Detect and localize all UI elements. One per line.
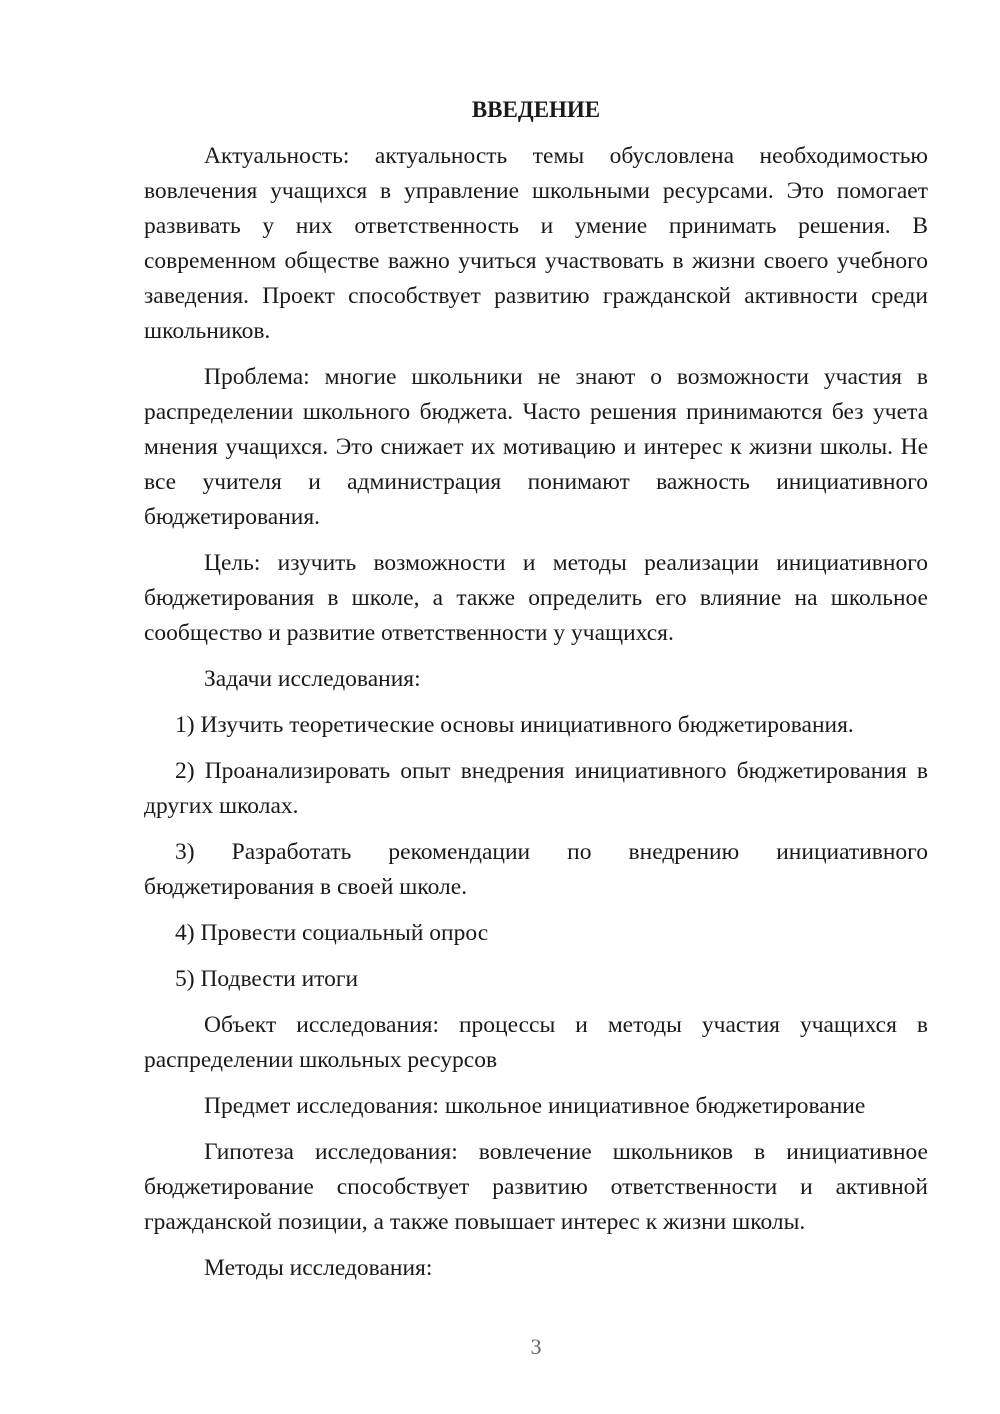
- paragraph-problem: Проблема: многие школьники не знают о возможности участия в распределении школьного бюджета. Часто решения принимаются без учета мнения учащихся. Это снижает их мотивацию и интерес к жизни школы. Не все учителя и администрация понимают важность инициативного бюджетирования.: [144, 364, 928, 530]
- task-item-3: 3) Разработать рекомендации по внедрению инициативного бюджетирования в своей школе.: [144, 839, 928, 900]
- paragraph-relevance: Актуальность: актуальность темы обусловлена необходимостью вовлечения учащихся в управление школьными ресурсами. Это помогает развивать у них ответственность и умение принимать решения. В современном обществе важно учиться участвовать в жизни своего учебного заведения. Проект способствует развитию гражданской активности среди школьников.: [144, 143, 928, 344]
- task-item-1: 1) Изучить теоретические основы инициативного бюджетирования.: [175, 712, 854, 738]
- paragraph-methods: Методы исследования:: [204, 1255, 433, 1281]
- task-item-5: 5) Подвести итоги: [175, 966, 359, 992]
- page-content: [144, 92, 928, 1297]
- paragraph-subject: Предмет исследования: школьное инициативное бюджетирование: [204, 1093, 866, 1119]
- task-item-4: 4) Провести социальный опрос: [175, 920, 489, 946]
- paragraph-object: Объект исследования: процессы и методы участия учащихся в распределении школьных ресурсов: [144, 1012, 928, 1073]
- paragraph-hypothesis: Гипотеза исследования: вовлечение школьников в инициативное бюджетирование способствует развитию ответственности и активной гражданской позиции, а также повышает интерес к жизни школы.: [144, 1139, 928, 1235]
- paragraph-tasks-heading: Задачи исследования:: [204, 666, 421, 692]
- paragraph-goal: Цель: изучить возможности и методы реализации инициативного бюджетирования в школе, а также определить его влияние на школьное сообщество и развитие ответственности у учащихся.: [144, 550, 928, 646]
- page-title: ВВЕДЕНИЕ: [471, 97, 601, 122]
- task-item-2: 2) Проанализировать опыт внедрения инициативного бюджетирования в других школах.: [144, 758, 928, 819]
- page-number: 3: [530, 1334, 542, 1359]
